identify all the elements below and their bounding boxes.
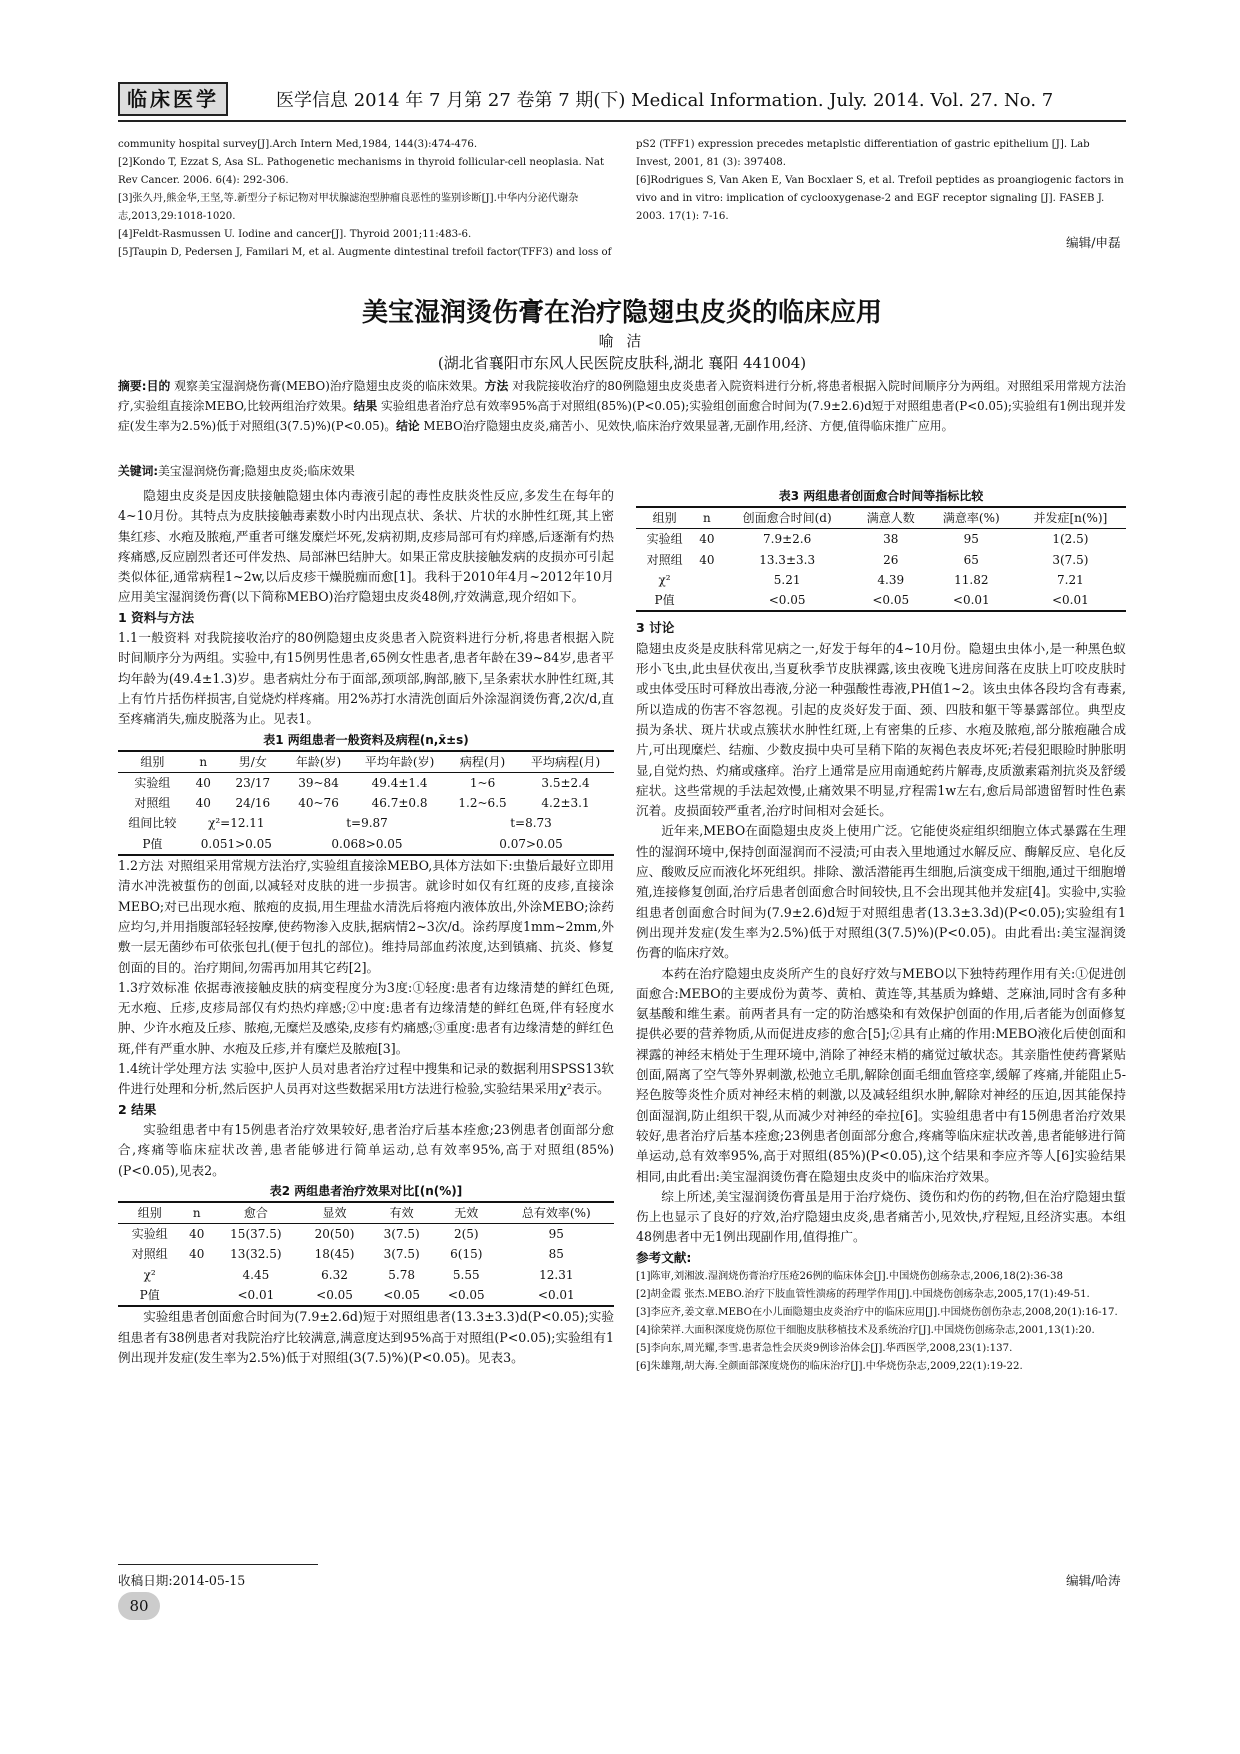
table-header-cell: 并发症[n(%)] bbox=[1015, 507, 1126, 529]
table-row bbox=[118, 793, 614, 813]
table-header-cell: 病程(月) bbox=[448, 751, 517, 773]
keywords-text: 美宝湿润烧伤膏;隐翅虫皮炎;临床效果 bbox=[158, 464, 355, 478]
table-header-cell: 满意人数 bbox=[854, 507, 928, 529]
paragraph-1-4: 1.4统计学处理方法 实验中,医护人员对患者治疗过程中搜集和记录的数据利用SPSS13软件进行处理和分析,然后医护人员再对这些数据采用t方法进行检验,实验结果采用χ²表示。 bbox=[118, 1061, 614, 1097]
references-list bbox=[636, 1268, 1126, 1376]
table-cell: 4.39 bbox=[877, 572, 905, 587]
table-cell: 5.78 bbox=[388, 1267, 415, 1282]
table-cell: 1~6 bbox=[469, 775, 496, 790]
reference-item: [5]Taupin D, Pedersen J, Familari M, et al. Augmente dintestinal trefoil factor(TFF3) and loss of bbox=[118, 247, 612, 258]
table-3 bbox=[636, 506, 1126, 612]
table-cell: 24/16 bbox=[235, 796, 271, 811]
journal-info: 医学信息 2014 年 7 月第 27 卷第 7 期(下) Medical Information. July. 2014. Vol. 27. No. 7 bbox=[276, 90, 1054, 111]
table-1 bbox=[118, 750, 614, 856]
reference-item: [4]Feldt-Rasmussen U. Iodine and cancer[J]. Thyroid 2001;11:483-6. bbox=[118, 229, 472, 240]
table-cell: <0.01 bbox=[237, 1287, 275, 1302]
table-cell: 40 bbox=[189, 1227, 205, 1242]
table-row bbox=[636, 570, 1126, 590]
table-cell: 40 bbox=[195, 775, 211, 790]
table-header-cell: 有效 bbox=[369, 1202, 434, 1224]
table-cell: <0.01 bbox=[1051, 593, 1089, 608]
table-1-caption: 表1 两组患者一般资料及病程(n,x̄±s) bbox=[263, 732, 469, 747]
table-header-cell: 男/女 bbox=[220, 751, 286, 773]
table-cell: <0.05 bbox=[447, 1287, 485, 1302]
table-cell: 1.2~6.5 bbox=[458, 796, 507, 811]
article-title: 美宝湿润烫伤膏在治疗隐翅虫皮炎的临床应用 bbox=[361, 298, 882, 328]
table-cell: 7.21 bbox=[1057, 572, 1084, 587]
table-cell: 18(45) bbox=[314, 1247, 355, 1262]
table-header-cell: 显效 bbox=[300, 1202, 370, 1224]
abstract-part-text: MEBO治疗隐翅虫皮炎,痛苦小、见效快,临床治疗效果显著,无副作用,经济、方便,值得临床推广应用。 bbox=[419, 419, 954, 433]
table-cell: 65 bbox=[963, 552, 979, 567]
previous-references-left bbox=[118, 136, 614, 262]
table-cell: <0.05 bbox=[872, 593, 910, 608]
section-heading: 3 讨论 bbox=[636, 620, 675, 636]
table-cell: 15(37.5) bbox=[230, 1227, 282, 1242]
table-cell: 40 bbox=[189, 1247, 205, 1262]
keywords bbox=[118, 462, 1126, 479]
discussion-paragraph-4: 综上所述,美宝湿润烫伤膏虽是用于治疗烧伤、烫伤和灼伤的药物,但在治疗隐翅虫蜇伤上也显示了良好的疗效,治疗隐翅虫皮炎,患者痛苦小,见效快,疗程短,且经济实惠。本组48例患者中无1例出现副作用,值得推广。 bbox=[636, 1188, 1126, 1245]
reference-item: [6]朱雄翔,胡大海.全颜面部深度烧伤的临床治疗[J].中华烧伤杂志,2009,22(1):19-22. bbox=[636, 1360, 1023, 1372]
table-row bbox=[118, 1224, 614, 1245]
previous-references-right bbox=[636, 136, 1126, 226]
table-cell: 实验组 bbox=[131, 1227, 168, 1242]
abstract-label: 摘要: bbox=[118, 379, 147, 393]
table-cell bbox=[693, 570, 721, 590]
abstract-part-text: 实验组患者治疗总有效率95%高于对照组(85%)(P<0.05);实验组创面愈合时间为(7.9±2.6)d短于对照组患者(P<0.05);实验组有1例出现并发症(发生率为2.5%)低于对照组(3(7.5)%)(P<0.05)。 bbox=[118, 399, 1126, 433]
table-header-cell: 组别 bbox=[118, 1202, 181, 1224]
table-cell: 0.068>0.05 bbox=[331, 836, 403, 851]
table-header-cell: 愈合 bbox=[212, 1202, 300, 1224]
table-cell: 40 bbox=[699, 552, 715, 567]
table-header-cell: 组别 bbox=[118, 751, 187, 773]
table-cell: 39~84 bbox=[298, 775, 339, 790]
table-cell: 4.45 bbox=[242, 1267, 270, 1282]
table-header-cell: 平均病程(月) bbox=[517, 751, 614, 773]
table-cell: 5.55 bbox=[452, 1267, 480, 1282]
table-header-cell: n bbox=[693, 507, 721, 529]
table-cell: 12.31 bbox=[539, 1267, 574, 1282]
table-2-caption: 表2 两组患者治疗效果对比[(n(%)] bbox=[269, 1183, 463, 1198]
table-cell: 20(50) bbox=[314, 1227, 355, 1242]
table-header-cell: 组别 bbox=[636, 507, 693, 529]
table-row bbox=[118, 772, 614, 793]
table-cell: 对照组 bbox=[134, 796, 171, 811]
table-header-cell: 满意率(%) bbox=[928, 507, 1015, 529]
table-row bbox=[636, 550, 1126, 570]
editor: 编辑/哈涛 bbox=[1066, 1573, 1121, 1588]
header-rule bbox=[118, 120, 1126, 122]
table-cell: 组间比较 bbox=[128, 816, 177, 831]
reference-item: [4]徐荣祥.大面积深度烧伤原位干细胞皮肤移植技术及系统治疗[J].中国烧伤创疡杂志,2001,13(1):20. bbox=[636, 1324, 1095, 1336]
table-cell: 85 bbox=[548, 1247, 564, 1262]
table-header-cell: 年龄(岁) bbox=[286, 751, 351, 773]
table-cell: 40 bbox=[699, 532, 715, 547]
table-cell: <0.05 bbox=[768, 593, 806, 608]
table-cell: 3(7.5) bbox=[1052, 552, 1089, 567]
table-cell: 5.21 bbox=[773, 572, 801, 587]
table-cell bbox=[181, 1285, 212, 1306]
left-column bbox=[118, 486, 614, 1368]
table-cell: 1(2.5) bbox=[1052, 532, 1089, 547]
table-cell: 实验组 bbox=[646, 532, 683, 547]
article-affiliation: (湖北省襄阳市东风人民医院皮肤科,湖北 襄阳 441004) bbox=[437, 354, 807, 372]
table-header-cell: 创面愈合时间(d) bbox=[721, 507, 854, 529]
paragraph-1-3: 1.3疗效标准 依据毒液接触皮肤的病变程度分为3度:①轻度:患者有边缘清楚的鲜红色斑,无水疱、丘疹,皮疹局部仅有灼热灼痒感;②中度:患者有边缘清楚的鲜红色斑,伴有轻度水肿、少许水疱及丘疹、脓疱,无糜烂及感染,皮疹有灼痛感;③重度:患者有边缘清楚的鲜红色斑,伴有严重水肿、水疱及丘疹,并有糜烂及脓疱[3]。 bbox=[118, 979, 614, 1056]
table-cell bbox=[693, 590, 721, 611]
table-cell: 23/17 bbox=[235, 775, 271, 790]
table-cell bbox=[181, 1265, 212, 1285]
table-cell: 6(15) bbox=[450, 1247, 483, 1262]
table-row bbox=[118, 1285, 614, 1306]
results-paragraph-2: 实验组患者创面愈合时间为(7.9±2.6d)短于对照组患者(13.3±3.3)d(P<0.05);实验组患者有38例患者对我院治疗比较满意,满意度达到95%高于对照组(P<0.05);实验组有1例出现并发症(发生率为2.5%)低于对照组(3(7.5)%)(P<0.05)。见表3。 bbox=[118, 1309, 614, 1365]
table-cell: 11.82 bbox=[954, 572, 989, 587]
paragraph-1-1: 1.1一般资料 对我院接收治疗的80例隐翅虫皮炎患者入院资料进行分析,将患者根据入院时间顺序分为两组。实验中,有15例男性患者,65例女性患者,患者年龄在39~84岁,患者平均年龄为(49.4±1.3)岁。患者病灶分布于面部,颈项部,胸部,腋下,呈条索状水肿性红斑,其上有竹片括伤样损害,自觉烧灼样疼痛。用2%苏打水清洗创面后外涂湿润烫伤膏,2次/d,直至疼痛消失,痂皮脱落为止。见表1。 bbox=[118, 630, 614, 727]
table-row bbox=[118, 813, 614, 833]
table-cell: 40~76 bbox=[298, 796, 339, 811]
table-row bbox=[118, 1244, 614, 1264]
intro-paragraph: 隐翅虫皮炎是因皮肤接触隐翅虫体内毒液引起的毒性皮肤炎性反应,多发生在每年的4~10月份。其特点为皮肤接触毒素数小时内出现点状、条状、片状的水肿性红斑,其上密集红疹、水疱及脓疱,严重者可继发糜烂坏死,发病初期,皮疹局部可有灼痒感,后逐渐有灼热疼痛感,反应剧烈者还可伴发热、局部淋巴结肿大。如果正常皮肤接触发病的皮损亦可引起类似体征,通常病程1~2w,以后皮疹干燥脱痂而愈[1]。我科于2010年4月~2012年10月应用美宝湿润烫伤膏(以下简称MEBO)治疗隐翅虫皮炎48例,疗效满意,现介绍如下。 bbox=[118, 488, 614, 605]
abstract-part-label: 目的 bbox=[146, 379, 171, 393]
footnote-rule bbox=[118, 1564, 318, 1565]
table-cell: 46.7±0.8 bbox=[371, 796, 428, 811]
discussion-paragraph-2: 近年来,MEBO在面隐翅虫皮炎上使用广泛。它能使炎症组织细胞立体式暴露在生理性的湿润环境中,保持创面湿润而不浸渍;可由表入里地通过水解反应、酶解反应、皂化反应、酸败反应而液化坏死组织。排除、激活潜能再生细胞,后演变成干细胞,通过干细胞增殖,连接修复创面,治疗后患者创面愈合时间较快,且不会出现其他并发症[4]。实验中,实验组患者创面愈合时间为(7.9±2.6)d短于对照组患者(13.3±3.3d)(P<0.05);实验组有1例出现并发症(发生率为2.5%)低于对照组(3(7.5)%)(P<0.05)。由此看出:美宝湿润烫伤膏的临床疗效。 bbox=[636, 823, 1126, 961]
reference-item: [6]Rodrigues S, Van Aken E, Van Bocxlaer S, et al. Trefoil peptides as proangiogenic factors in vivo and in vitro: implication of cyclooxygenase-2 and EGF receptor signaling [J]. FASEB J. 2003. 17(1): 7-16. bbox=[636, 175, 1124, 222]
table-cell: 13(32.5) bbox=[230, 1247, 282, 1262]
table-cell: χ²=12.11 bbox=[208, 816, 265, 831]
table-cell: 0.051>0.05 bbox=[200, 836, 272, 851]
table-header-cell: 总有效率(%) bbox=[499, 1202, 614, 1224]
abstract-part-text: 对我院接收治疗的80例隐翅虫皮炎患者入院资料进行分析,将患者根据入院时间顺序分为两组。对照组采用常规方法治疗,实验组直接涂MEBO,比较两组治疗效果。 bbox=[118, 379, 1126, 413]
article-author: 喻 洁 bbox=[598, 332, 646, 350]
results-paragraph: 实验组患者中有15例患者治疗效果较好,患者治疗后基本痊愈;23例患者创面部分愈合,疼痛等临床症状改善,患者能够进行简单运动,总有效率95%,高于对照组(85%)(P<0.05),见表2。 bbox=[118, 1121, 614, 1178]
table-cell: 2(5) bbox=[453, 1227, 479, 1242]
table-cell: 4.2±3.1 bbox=[541, 796, 590, 811]
table-cell: P值 bbox=[654, 593, 675, 608]
table-row bbox=[636, 590, 1126, 611]
table-cell: 3(7.5) bbox=[383, 1247, 420, 1262]
section-heading: 1 资料与方法 bbox=[118, 609, 195, 625]
paragraph-1-2: 1.2方法 对照组采用常规方法治疗,实验组直接涂MEBO,具体方法如下:虫蛰后最好立即用清水冲洗被蜇伤的创面,以减轻对皮肤的进一步损害。就诊时如仅有红斑的皮疹,直接涂MEBO;对已出现水疱、脓疱的皮损,用生理盐水清洗后将疱内液体放出,外涂MEBO;涂药应均匀,并用指腹部轻轻按摩,使药物渗入皮肤,据病情2~3次/d。涂药厚度1mm~2mm,外敷一层无菌纱布可依张包扎(便于包扎的部位)。维持局部血药浓度,达到镇痛、抗炎、修复创面的目的。治疗期间,勿需再加用其它药[2]。 bbox=[118, 858, 614, 975]
table-header-cell: 平均年龄(岁) bbox=[351, 751, 448, 773]
table-cell: 38 bbox=[883, 532, 899, 547]
table-cell: 49.4±1.4 bbox=[371, 775, 428, 790]
table-cell: 0.07>0.05 bbox=[499, 836, 563, 851]
table-cell: <0.05 bbox=[316, 1287, 353, 1302]
reference-item: [1]陈审,刘湘波.湿润烧伤膏治疗压疮26例的临床体会[J].中国烧伤创疡杂志,2006,18(2):36-38 bbox=[636, 1270, 1063, 1282]
table-cell: P值 bbox=[142, 836, 163, 851]
table-cell: 3(7.5) bbox=[383, 1227, 420, 1242]
table-cell: 7.9±2.6 bbox=[763, 532, 812, 547]
table-row bbox=[118, 1265, 614, 1285]
reference-item: [3]李应齐,姜文章.MEBO在小儿面隐翅虫皮炎治疗中的临床应用[J].中国烧伤创伤杂志,2008,20(1):16-17. bbox=[636, 1306, 1118, 1318]
table-cell: 95 bbox=[548, 1227, 564, 1242]
keywords-label: 关键词: bbox=[118, 464, 159, 478]
table-cell: <0.01 bbox=[952, 593, 990, 608]
table-cell: 40 bbox=[195, 796, 211, 811]
abstract-part-label: 方法 bbox=[484, 379, 509, 393]
reference-item: [5]李向东,周光耀,李雪.患者急性会厌炎9例诊治体会[J].华西医学,2008,23(1):137. bbox=[636, 1342, 1013, 1354]
table-cell: 6.32 bbox=[321, 1267, 348, 1282]
table-header-cell: 无效 bbox=[434, 1202, 499, 1224]
journal-header bbox=[118, 82, 1126, 118]
section-heading: 2 结果 bbox=[118, 1101, 157, 1117]
table-cell: χ² bbox=[143, 1267, 156, 1282]
reference-item: pS2 (TFF1) expression precedes metaplstic differentiation of gastric epithelium [J]. Lab Invest, 2001, 81 (3): 397408. bbox=[636, 139, 1090, 168]
table-header-cell: n bbox=[187, 751, 220, 773]
reference-item: [3]张久丹,熊金华,王坚,等.新型分子标记物对甲状腺滤泡型肿瘤良恶性的鉴别诊断[J].中华内分泌代谢杂志,2013,29:1018-1020. bbox=[118, 193, 579, 222]
abstract bbox=[118, 376, 1126, 436]
previous-editor: 编辑/申磊 bbox=[1066, 235, 1121, 250]
table-cell: <0.05 bbox=[383, 1287, 421, 1302]
table-cell: 对照组 bbox=[131, 1247, 168, 1262]
table-cell: 13.3±3.3 bbox=[759, 552, 816, 567]
discussion-paragraph-1: 隐翅虫皮炎是皮肤科常见病之一,好发于每年的4~10月份。隐翅虫虫体小,是一种黑色蚁形小飞虫,此虫昼伏夜出,当夏秋季节皮肤裸露,该虫夜晚飞进房间落在皮肤上叮咬皮肤时或虫体受压时可释放出毒液,分泌一种强酸性毒液,PH值1~2。该虫虫体各段均含有毒素,所以造成的伤害不容忽视。引起的皮炎好发于面、颈、四肢和躯干等暴露部位。典型皮损为条状、斑片状或点簇状水肿性红斑,上有密集的丘疹、水疱及脓疱,部分脓疱融合成片,可出现糜烂、结痂、少数皮损中央可呈稍下陷的灰褐色表皮坏死;若侵犯眼睑时肿胀明显,自觉灼热、灼痛或瘙痒。治疗上通常是应用南通蛇药片解毒,皮质激素霜剂抗炎及舒缓症状。这些常规的手法起效慢,止痛效果不明显,疗程需1w左右,愈后局部遗留暂时性色素沉着。皮损面较严重者,治疗时间相对会延长。 bbox=[636, 640, 1126, 819]
table-cell: χ² bbox=[658, 572, 671, 587]
received-date: 收稿日期:2014-05-15 bbox=[118, 1573, 246, 1588]
references-title: 参考文献: bbox=[636, 1249, 692, 1265]
abstract-part-text: 观察美宝湿润烧伤膏(MEBO)治疗隐翅虫皮炎的临床效果。 bbox=[170, 379, 485, 393]
abstract-part-label: 结论 bbox=[396, 419, 420, 433]
table-header-cell: n bbox=[181, 1202, 212, 1224]
table-cell: t=9.87 bbox=[346, 816, 388, 831]
reference-item: [2]胡金霞 张杰.MEBO.治疗下肢血管性溃疡的药理学作用[J].中国烧伤创疡杂志,2005,17(1):49-51. bbox=[636, 1288, 1090, 1300]
table-2 bbox=[118, 1201, 614, 1307]
table-3-caption: 表3 两组患者创面愈合时间等指标比较 bbox=[778, 489, 984, 503]
table-cell: 实验组 bbox=[134, 775, 171, 790]
section-tag: 临床医学 bbox=[118, 82, 228, 116]
abstract-part-label: 结果 bbox=[353, 399, 378, 413]
table-cell: 95 bbox=[963, 532, 979, 547]
reference-item: [2]Kondo T, Ezzat S, Asa SL. Pathogenetic mechanisms in thyroid follicular-cell neoplasia. Nat Rev Cancer. 2006. 6(4): 292-306. bbox=[118, 157, 605, 186]
table-row bbox=[118, 834, 614, 855]
right-column bbox=[636, 486, 1126, 1376]
table-row bbox=[636, 529, 1126, 550]
table-cell: P值 bbox=[139, 1287, 160, 1302]
page-number: 80 bbox=[118, 1592, 160, 1620]
table-cell: 3.5±2.4 bbox=[541, 775, 590, 790]
reference-item: community hospital survey[J].Arch Intern Med,1984, 144(3):474-476. bbox=[118, 139, 478, 150]
table-cell: 26 bbox=[883, 552, 899, 567]
discussion-paragraph-3: 本药在治疗隐翅虫皮炎所产生的良好疗效与MEBO以下独特药理作用有关:①促进创面愈合:MEBO的主要成份为黄芩、黄柏、黄连等,其基质为蜂蜡、芝麻油,同时含有多种氨基酸和维生素。前两者具有一定的防治感染和有效保护创面的作用,后者能为创面修复提供必要的营养物质,从而促进皮疹的愈合[5];②具有止痛的作用:MEBO液化后使创面和裸露的神经末梢处于生理环境中,消除了神经末梢的痛觉过敏状态。其亲脂性使药膏紧贴创面,隔离了空气等外界刺激,松弛立毛肌,解除创面毛细血管痉挛,缓解了疼痛,并能阻止5-羟色胺等炎性介质对神经末梢的刺激,以及减轻组织水肿,解除对神经的压迫,因其能保持创面湿润,防止组织干裂,从而减少对神经的牵拉[6]。实验组患者中有15例患者治疗效果较好,患者治疗后基本痊愈;23例患者创面部分愈合,疼痛等临床症状改善,患者能够进行简单运动,总有效率95%,高于对照组(85%)(P<0.05),这个结果和李应齐等人[6]实验结果相同,由此看出:美宝湿润烫伤膏在隐翅虫皮炎中的临床治疗效果。 bbox=[636, 965, 1126, 1184]
table-cell: 对照组 bbox=[646, 552, 683, 567]
table-cell: t=8.73 bbox=[510, 816, 552, 831]
table-cell: <0.01 bbox=[537, 1287, 575, 1302]
